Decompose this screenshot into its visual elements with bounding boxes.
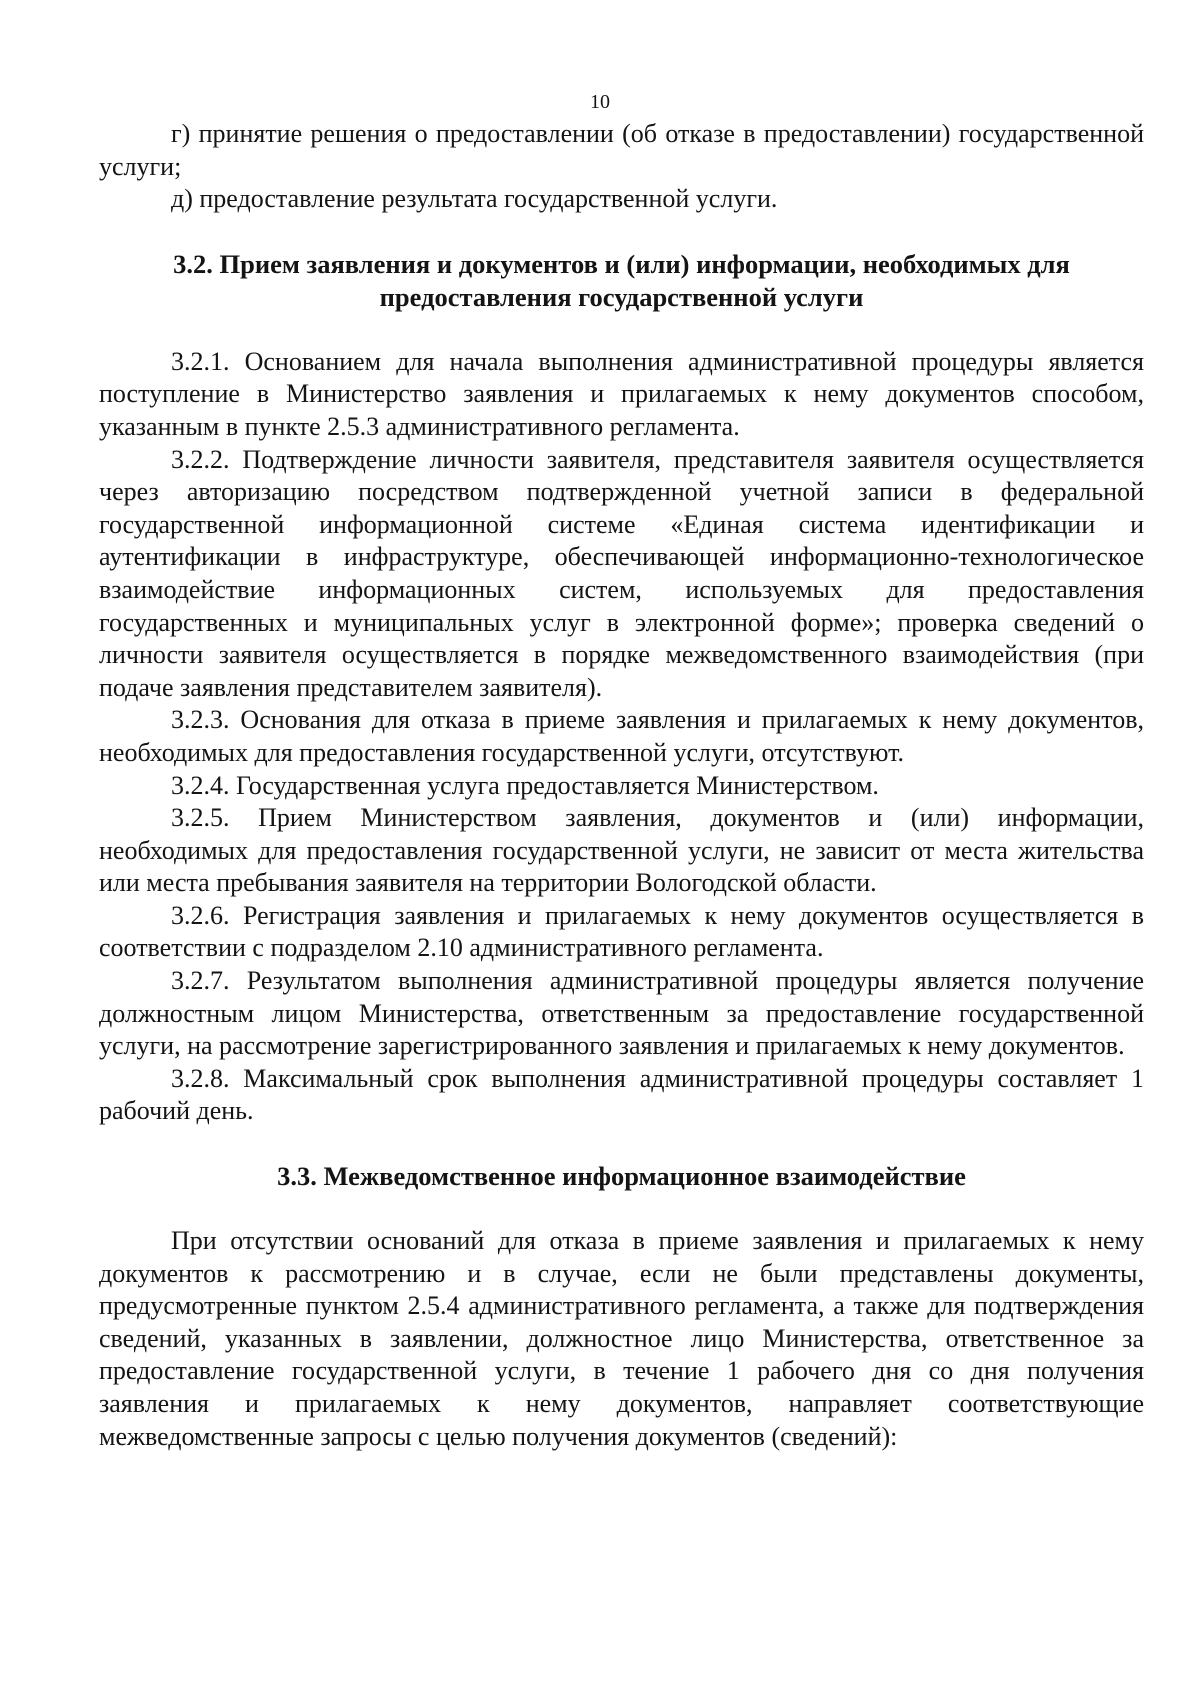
paragraph-3-2-2: 3.2.2. Подтверждение личности заявителя, представителя заявителя осуществляется через авторизацию посредством подтвержденной учетной записи в федеральной государственной информационной системе «Единая система идентификации и аутентификации в инфраструктуре, обеспечивающей информационно-технологическое взаимодействие информационных систем, используемых для предоставления государственных и муниципальных услуг в электронной форме»; проверка сведений о личности заявителя осуществляется в порядке межведомственного взаимодействия (при подаче заявления представителем заявителя).: [99, 444, 1144, 702]
paragraph-3-2-5: 3.2.5. Прием Министерством заявления, документов и (или) информации, необходимых для предоставления государственной услуги, не зависит от места жительства или места пребывания заявителя на территории Вологодской области.: [99, 803, 1144, 898]
paragraph-3-2-6: 3.2.6. Регистрация заявления и прилагаемых к нему документов осуществляется в соответствии с подразделом 2.10 административного регламента.: [99, 900, 1144, 963]
document-body: [99, 118, 1144, 1453]
section-3-3-heading: [99, 1160, 1144, 1193]
item-d: д) предоставление результата государственной услуги.: [171, 184, 778, 214]
section-3-2-heading-line1: 3.2. Прием заявления и документов и (или) информации, необходимых для: [173, 248, 1070, 279]
item-g: г) принятие решения о предоставлении (об отказе в предоставлении) государственной услуги;: [99, 119, 1144, 181]
section-3-2-heading-line2: предоставления государственной услуги: [379, 281, 864, 312]
paragraph-3-2-3: 3.2.3. Основания для отказа в приеме заявления и прилагаемых к нему документов, необходимых для предоставления государственной услуги, отсутствуют.: [99, 705, 1144, 767]
paragraph-3-2-1: 3.2.1. Основанием для начала выполнения административной процедуры является поступление в Министерство заявления и прилагаемых к нему документов способом, указанным в пункте 2.5.3 административного регламента.: [99, 346, 1144, 441]
section-3-3-heading-line: 3.3. Межведомственное информационное взаимодействие: [277, 1161, 966, 1192]
paragraph-3-2-7: 3.2.7. Результатом выполнения административной процедуры является получение должностным лицом Министерства, ответственным за предоставление государственной услуги, на рассмотрение зарегистрированного заявления и прилагаемых к нему документов.: [99, 966, 1144, 1061]
section-3-2-heading: [99, 248, 1144, 314]
paragraph-3-3-intro: При отсутствии оснований для отказа в приеме заявления и прилагаемых к нему документов к рассмотрению и в случае, если не были представлены документы, предусмотренные пунктом 2.5.4 административного регламента, а также для подтверждения сведений, указанных в заявлении, должностное лицо Министерства, ответственное за предоставление государственной услуги, в течение 1 рабочего дня со дня получения заявления и прилагаемых к нему документов, направляет соответствующие межведомственные запросы с целью получения документов (сведений):: [99, 1226, 1144, 1451]
paragraph-3-2-8: 3.2.8. Максимальный срок выполнения административной процедуры составляет 1 рабочий день.: [99, 1063, 1144, 1126]
page-number: 10: [590, 91, 610, 113]
paragraph-3-2-4: 3.2.4. Государственная услуга предоставляется Министерством.: [171, 770, 879, 800]
